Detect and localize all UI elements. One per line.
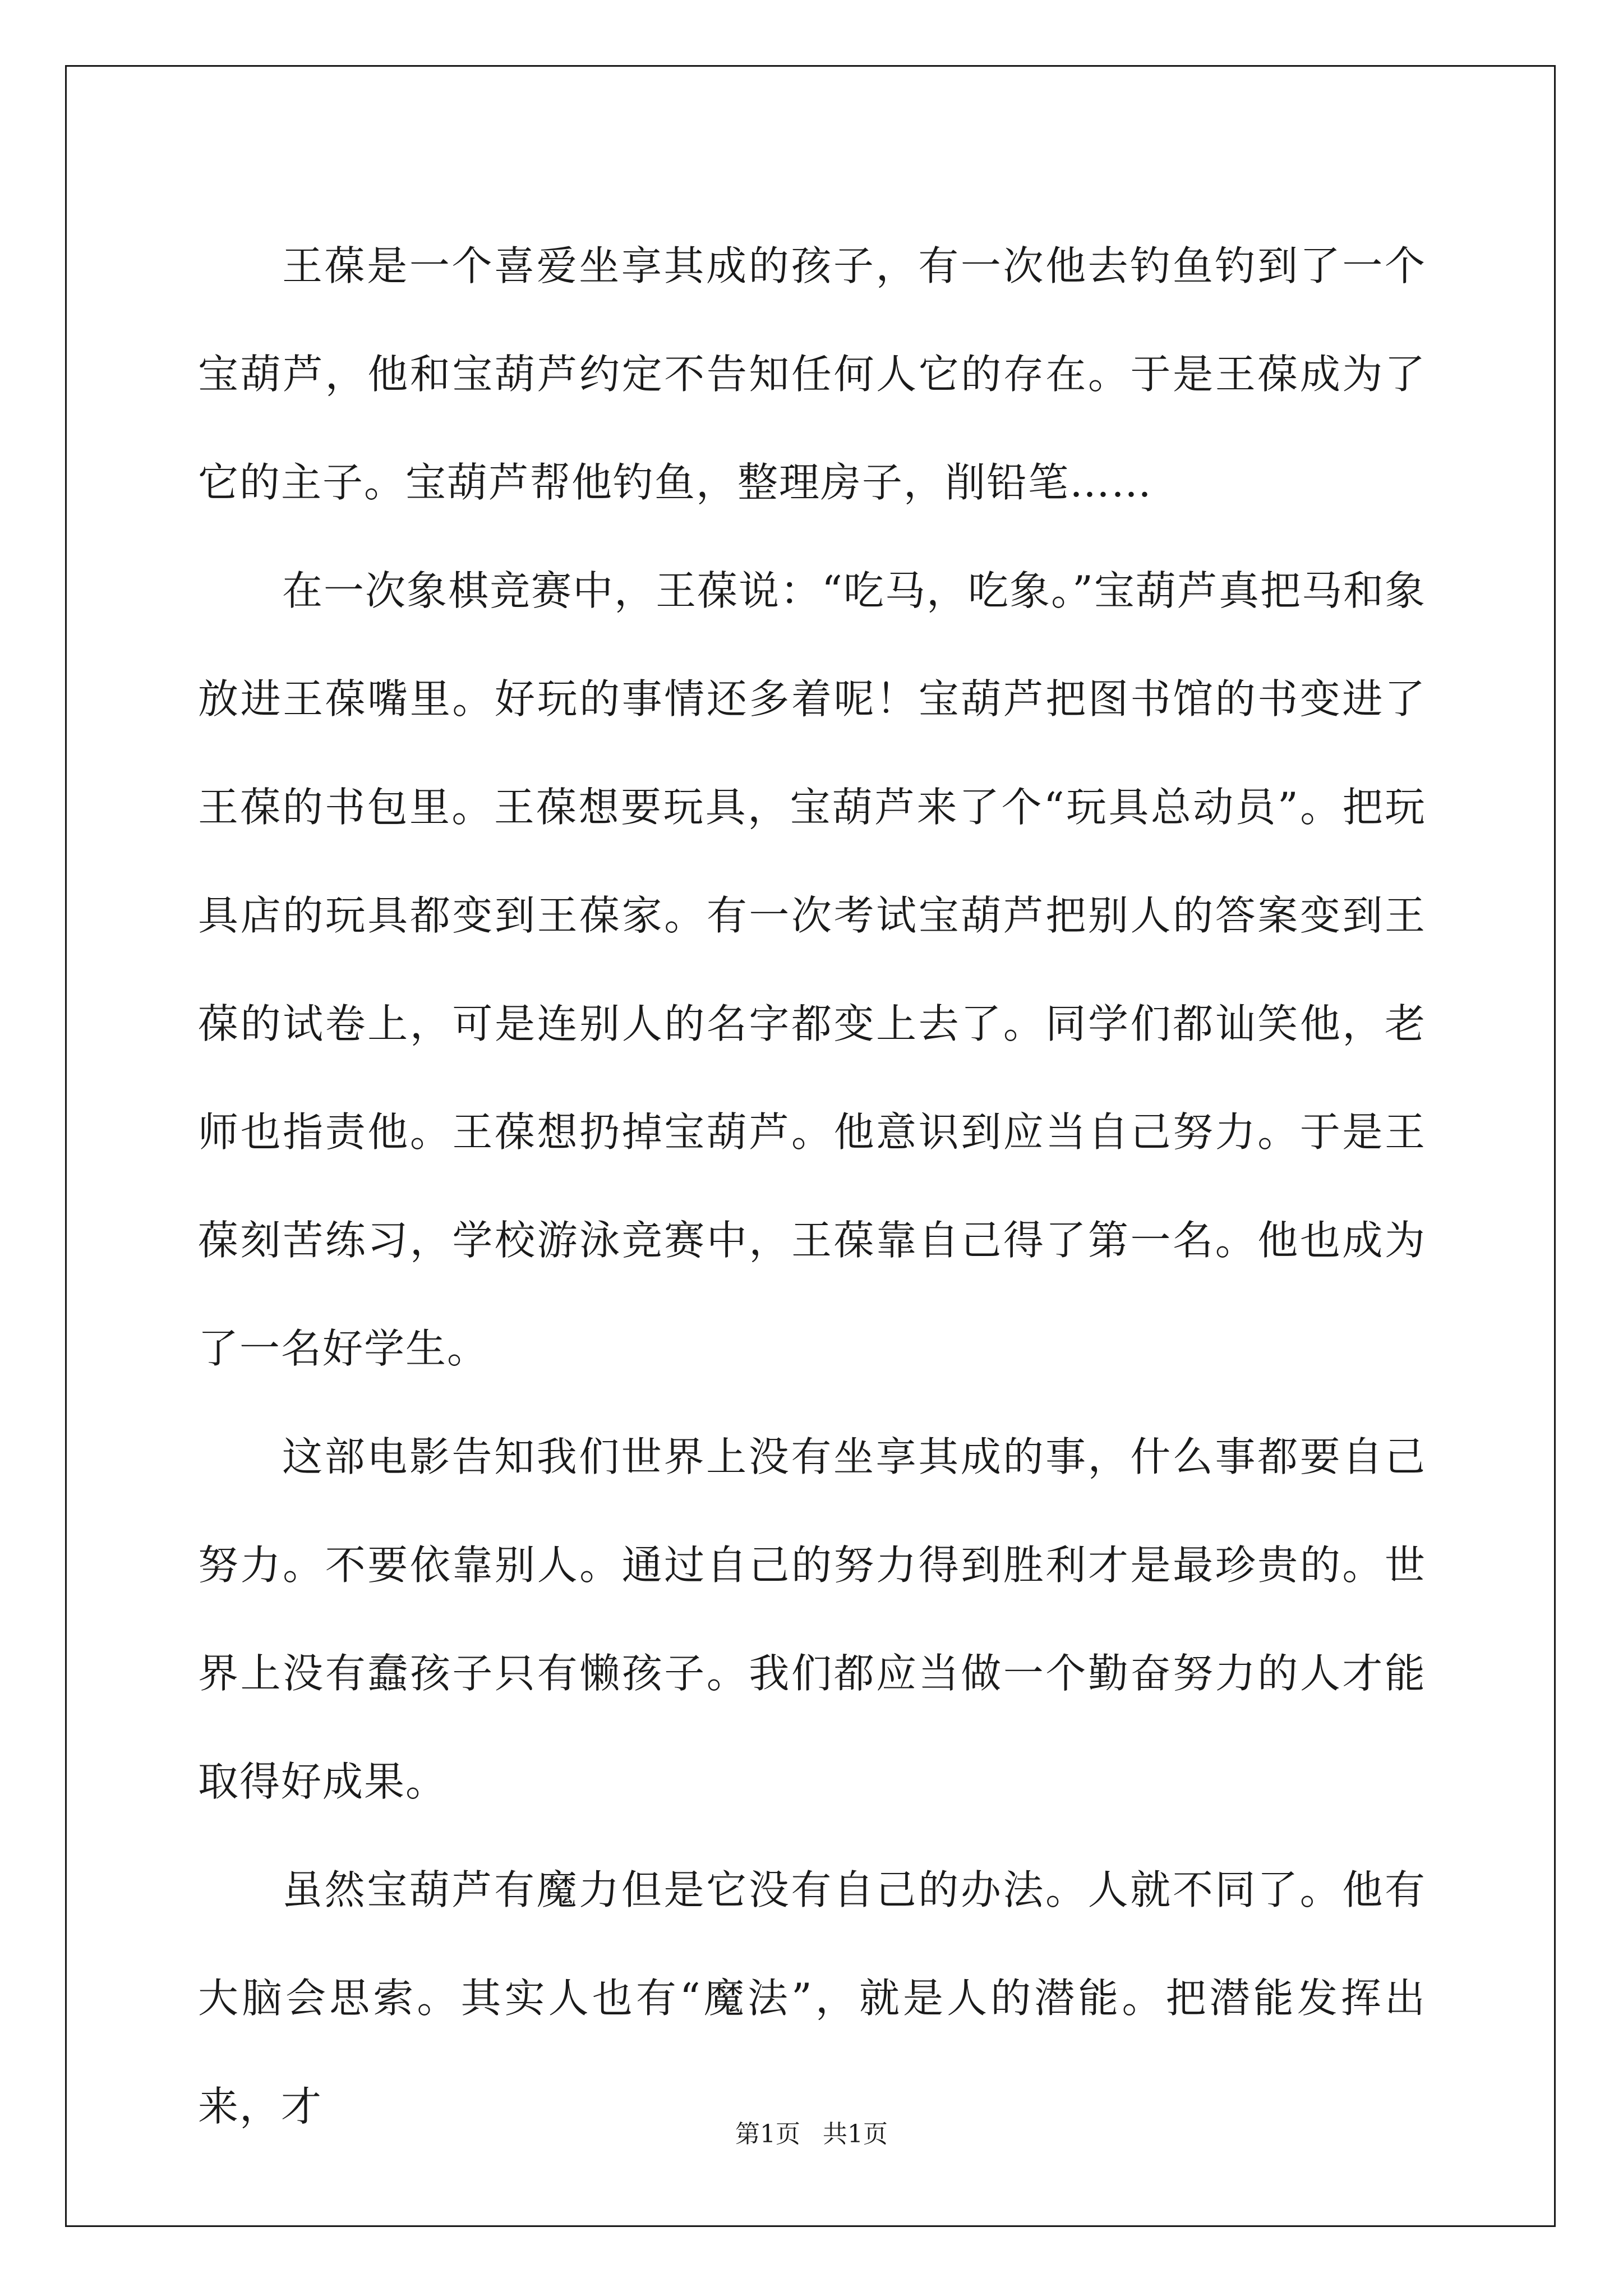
paragraph-1: 王葆是一个喜爱坐享其成的孩子，有一次他去钓鱼钓到了一个宝葫芦，他和宝葫芦约定不告知任何人它的存在。于是王葆成为了它的主子。宝葫芦帮他钓鱼，整理房子，削铅笔…… — [198, 242, 1426, 506]
page-total: 共1页 — [823, 2120, 888, 2148]
paragraph-3: 这部电影告知我们世界上没有坐享其成的事，什么事都要自己努力。不要依靠别人。通过自己的努力得到胜利才是最珍贵的。世界上没有蠢孩子只有懒孩子。我们都应当做一个勤奋努力的人才能取得好成果。 — [198, 1433, 1426, 1805]
page-number: 第1页 — [735, 2120, 800, 2148]
paragraph-2: 在一次象棋竞赛中，王葆说：“吃马，吃象。”宝葫芦真把马和象放进王葆嘴里。好玩的事情还多着呢！宝葫芦把图书馆的书变进了王葆的书包里。王葆想要玩具，宝葫芦来了个“玩具总动员”。把玩具店的玩具都变到王葆家。有一次考试宝葫芦把别人的答案变到王葆的试卷上，可是连别人的名字都变上去了。同学们都讪笑他，老师也指责他。王葆想扔掉宝葫芦。他意识到应当自己努力。于是王葆刻苦练习，学校游泳竞赛中，王葆靠自己得了第一名。他也成为了一名好学生。 — [198, 567, 1426, 1372]
page-footer — [0, 2114, 1623, 2150]
document-body — [198, 212, 1426, 2161]
paragraph-4: 虽然宝葫芦有魔力但是它没有自己的办法。人就不同了。他有大脑会思索。其实人也有“魔法”，就是人的潜能。把潜能发挥出来，才 — [198, 1866, 1426, 2130]
